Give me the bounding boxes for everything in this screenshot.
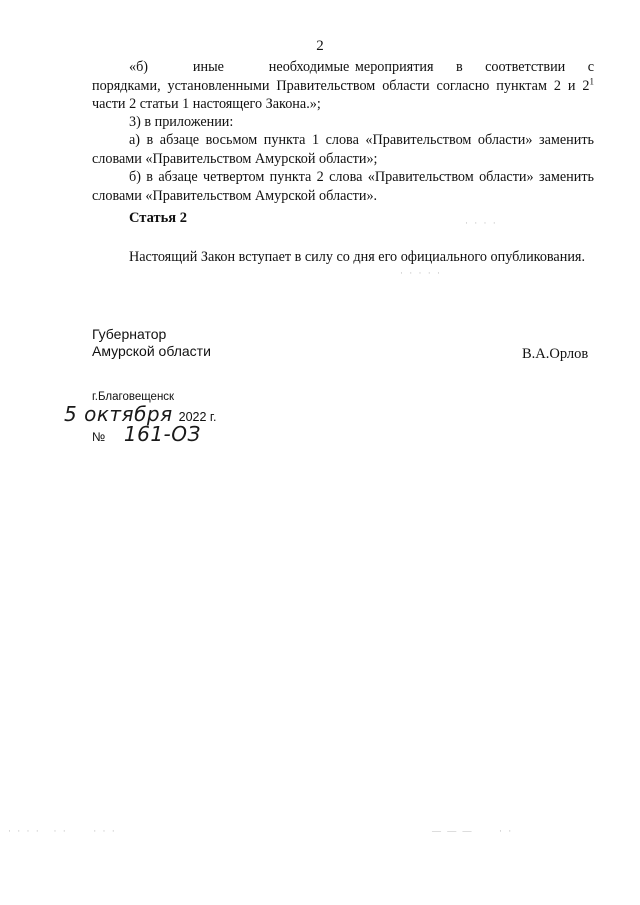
handwritten-date: 5 октября — [64, 402, 173, 426]
paragraph-appendix-a: а) в абзаце восьмом пункта 1 слова «Правительством области» заменить словами «Правительством Амурской области»; — [92, 132, 594, 167]
superscript-one: 1 — [589, 75, 594, 86]
article-heading: Статья 2 — [129, 210, 187, 226]
scan-speckle: · · · · · — [400, 268, 442, 278]
paragraph-appendix-b: б) в абзаце четвертом пункта 2 слова «Правительством области» заменить словами «Правительством Амурской области». — [92, 169, 594, 204]
scan-speckle: · · · · · · · · · — [8, 826, 117, 836]
law-number-line — [92, 422, 201, 446]
paragraph-item-b-text: «б) иные необходимые мероприятия в соответствии с порядками, установленными Правительством области согласно пунктам 2 и 2 — [92, 59, 594, 94]
date-year: 2022 г. — [178, 410, 217, 424]
city-label: г.Благовещенск — [92, 391, 175, 403]
scan-speckle: — — — · · — [432, 826, 514, 836]
number-sign: № — [92, 430, 106, 444]
signatory-title-line2: Амурской области — [92, 343, 211, 359]
handwritten-number: 161-ОЗ — [123, 422, 201, 446]
page-number: 2 — [316, 38, 324, 54]
signatory-name: В.А.Орлов — [522, 346, 589, 362]
signatory-title-line1: Губернатор — [92, 326, 167, 342]
paragraph-item-b — [92, 58, 594, 114]
paragraph-effective: Настоящий Закон вступает в силу со дня его официального опубликования. — [129, 249, 585, 265]
paragraph-item-b-tail: части 2 статьи 1 настоящего Закона.»; — [92, 96, 321, 112]
signatory-title — [92, 326, 211, 360]
paragraph-appendix: 3) в приложении: — [129, 114, 234, 130]
scan-speckle: · · · · — [465, 218, 498, 228]
